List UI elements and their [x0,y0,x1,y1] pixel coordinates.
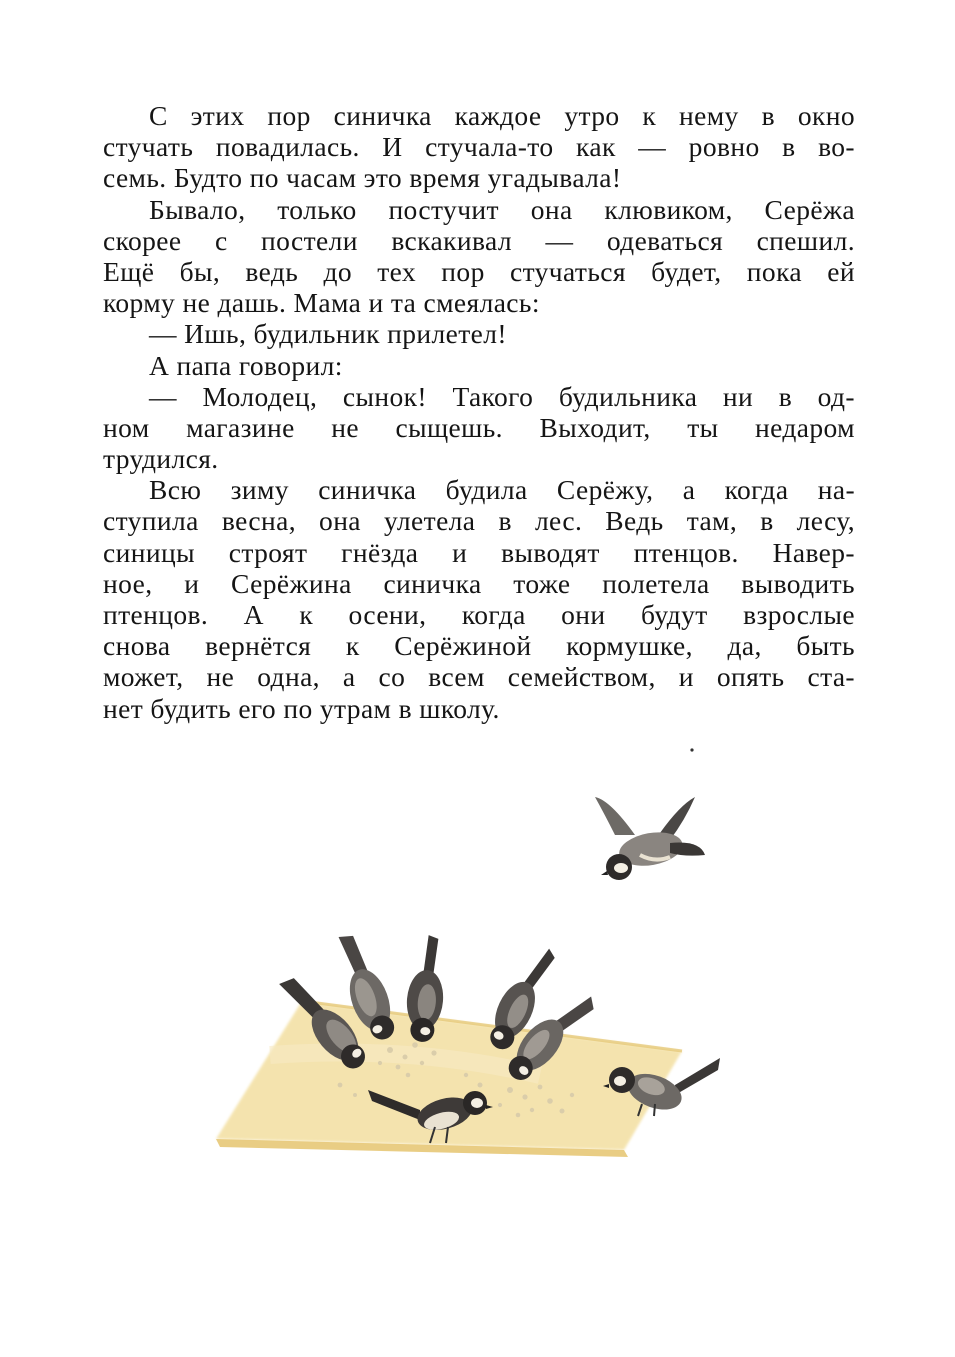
text-line: ступила весна, она улетела в лес. Ведь там, в лесу, [103,505,855,537]
text-line: нет будить его по утрам в школу. [103,692,500,724]
speck [690,748,693,751]
text-line: может, не одна, а со всем семейством, и опять ста- [103,661,855,693]
text-line: синицы строят гнёзда и выводят птенцов. Навер- [103,536,855,568]
text-line: — Ишь, будильник прилетел! [149,318,507,350]
text-line: трудился. [103,443,219,475]
birds-at-feeder-illustration [210,745,720,1165]
text-line: ном магазине не сыщешь. Выходит, ты недаром [103,411,855,443]
text-line: птенцов. А к осени, когда они будут взрослые [103,599,855,630]
text-line: снова вернётся к Серёжиной кормушке, да, быть [103,630,855,662]
text-line: — Молодец, сынок! Такого будильника ни в од- [149,380,855,412]
text-line: А папа говорил: [149,349,343,381]
flying-titmouse [595,797,705,880]
story-text [103,100,855,724]
text-line: Бывало, только постучит она клювиком, Серёжа [149,193,855,225]
text-line: скорее с постели вскакивал — одеваться спешил. [103,224,855,256]
text-line: Ещё бы, ведь до тех пор стучаться будет, пока ей [103,255,855,287]
text-line: корму не дашь. Мама и та смеялась: [103,287,540,319]
text-line: ное, и Серёжина синичка тоже полетела выводить [103,567,855,599]
text-line: С этих пор синичка каждое утро к нему в окно [149,100,855,131]
text-line: Всю зиму синичка будила Серёжу, а когда на- [149,474,855,506]
text-line: стучать повадилась. И стучала-то как — ровно в во- [103,131,855,163]
text-line: семь. Будто по часам это время угадывала! [103,162,622,194]
